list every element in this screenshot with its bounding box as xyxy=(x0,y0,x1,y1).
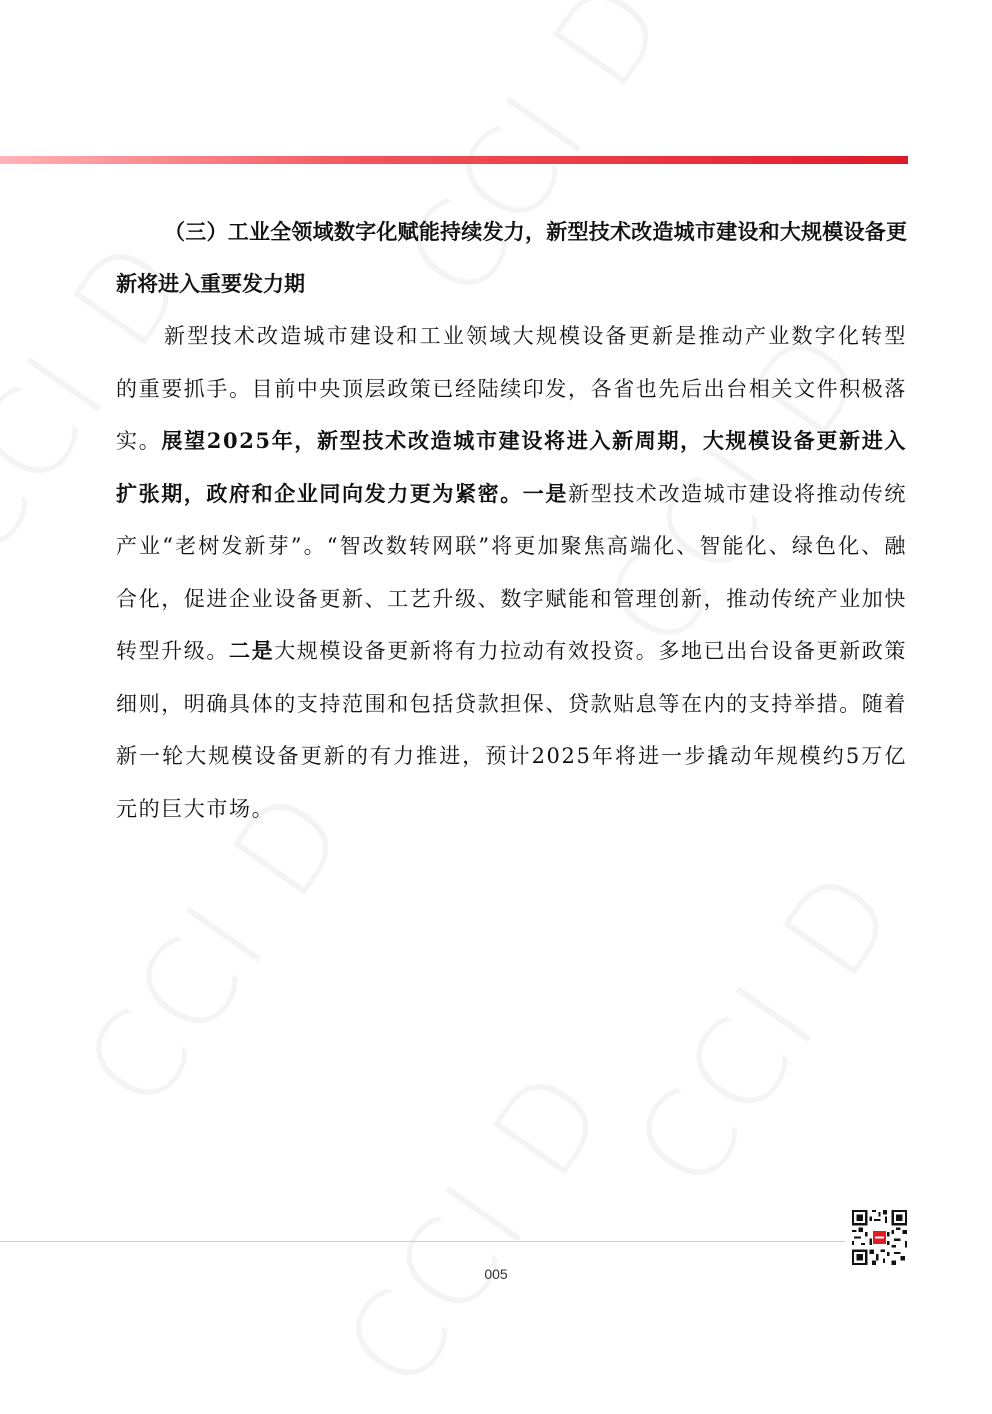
watermark xyxy=(608,845,925,1214)
page-number: 005 xyxy=(484,1266,508,1282)
paragraph-bold-text: 二是 xyxy=(229,638,275,663)
qr-code-icon xyxy=(852,1210,907,1265)
paragraph-text: 新型技术改造城市建设将推动传统产业“老树发新芽”。“智改数转网联”将更加聚焦高端化、智能化、绿色化、融合化，促进企业设备更新、工艺升级、数字赋能和管理创新，推动传统产业加快转型升级。 xyxy=(116,481,907,663)
paragraph-bold-text: 展望2025年，新型技术改造城市建设将进入新周期，大规模设备更新进入扩张期，政府和企业同向发力更为紧密。一是 xyxy=(116,428,907,506)
footer-divider xyxy=(0,1241,845,1242)
paragraph-text: 新型技术改造城市建设和工业领域大规模设备更新是推动产业数字化转型的重要抓手。目前中央顶层政策已经陆续印发，各省也先后出台相关文件积极落实。 xyxy=(116,324,907,453)
body-paragraph xyxy=(116,310,907,835)
paragraph-text: 大规模设备更新将有力拉动有效投资。多地已出台设备更新政策细则，明确具体的支持范围和包括贷款担保、贷款贴息等在内的支持举措。随着新一轮大规模设备更新的有力推进，预计2025年将进一步撬动年规模约5万亿元的巨大市场。 xyxy=(116,639,908,821)
document-body xyxy=(116,206,907,835)
section-heading: （三）工业全领域数字化赋能持续发力，新型技术改造城市建设和大规模设备更新将进入重要发力期 xyxy=(116,219,907,296)
header-accent-bar xyxy=(0,156,908,164)
watermark xyxy=(318,1045,635,1414)
